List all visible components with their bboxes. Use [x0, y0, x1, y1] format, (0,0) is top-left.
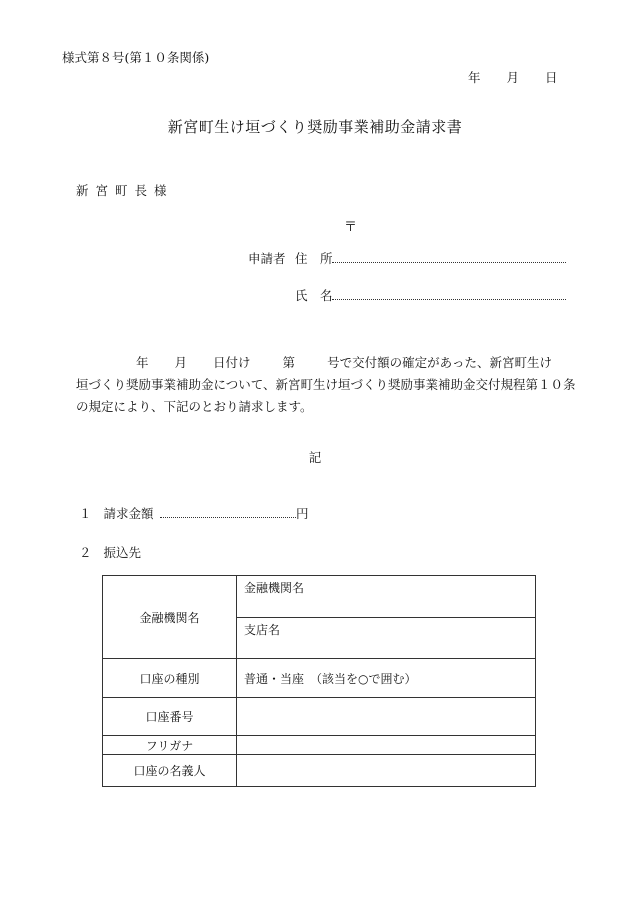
holder-label: 口座の名義人	[103, 755, 237, 787]
yen-unit: 円	[296, 506, 309, 521]
institution-field-label: 金融機関名	[244, 581, 305, 595]
amount-field[interactable]	[160, 517, 296, 518]
item-transfer-destination	[79, 543, 141, 561]
para-rest: 号で交付額の確定があった、新宮町生け	[327, 355, 552, 370]
date-day: 日	[545, 70, 558, 85]
addressee: 新宮町長様	[76, 183, 174, 198]
furigana-label: フリガナ	[103, 736, 237, 755]
item2-number: ２	[79, 545, 92, 560]
account-number-field[interactable]	[237, 698, 536, 736]
item-request-amount	[79, 504, 154, 522]
item2-label: 振込先	[103, 545, 142, 560]
holder-field[interactable]	[237, 755, 536, 787]
account-type-label: 口座の種別	[103, 659, 237, 698]
date-line	[468, 68, 558, 86]
branch-field[interactable]	[237, 618, 536, 659]
name-label: 氏 名	[295, 288, 333, 303]
date-month: 月	[506, 70, 520, 85]
para-no: 第	[282, 355, 296, 370]
institution-label: 金融機関名	[103, 576, 237, 659]
para-year: 年	[136, 355, 149, 370]
request-paragraph	[76, 352, 576, 418]
paragraph-line-1	[76, 352, 566, 374]
para-dated: 日付け	[213, 355, 251, 370]
address-label: 住 所	[295, 251, 333, 266]
paragraph-line-2: 垣づくり奨励事業補助金について、新宮町生け垣づくり奨励事業補助金交付規程第１０条	[76, 377, 576, 392]
paragraph-line-3: の規定により、下記のとおり請求します。	[76, 399, 313, 414]
applicant-label: 申請者	[248, 251, 286, 266]
document-title: 新宮町生け垣づくり奨励事業補助金請求書	[167, 118, 463, 136]
item1-number: １	[79, 506, 92, 521]
item1-label: 請求金額	[103, 506, 154, 521]
address-field[interactable]	[332, 262, 566, 263]
branch-field-label: 支店名	[244, 623, 281, 637]
account-type-field[interactable]	[237, 659, 536, 698]
form-number: 様式第８号(第１０条関係)	[62, 50, 210, 65]
account-number-label: 口座番号	[103, 698, 237, 736]
name-field[interactable]	[332, 299, 566, 300]
postal-mark: 〒	[344, 220, 358, 235]
date-year: 年	[468, 70, 481, 85]
bank-table	[102, 575, 536, 787]
furigana-field[interactable]	[237, 736, 536, 755]
ki-heading: 記	[308, 450, 322, 465]
para-month: 月	[174, 355, 188, 370]
institution-field[interactable]	[237, 576, 536, 618]
account-type-value: 普通・当座 （該当を○で囲む）	[244, 671, 417, 686]
